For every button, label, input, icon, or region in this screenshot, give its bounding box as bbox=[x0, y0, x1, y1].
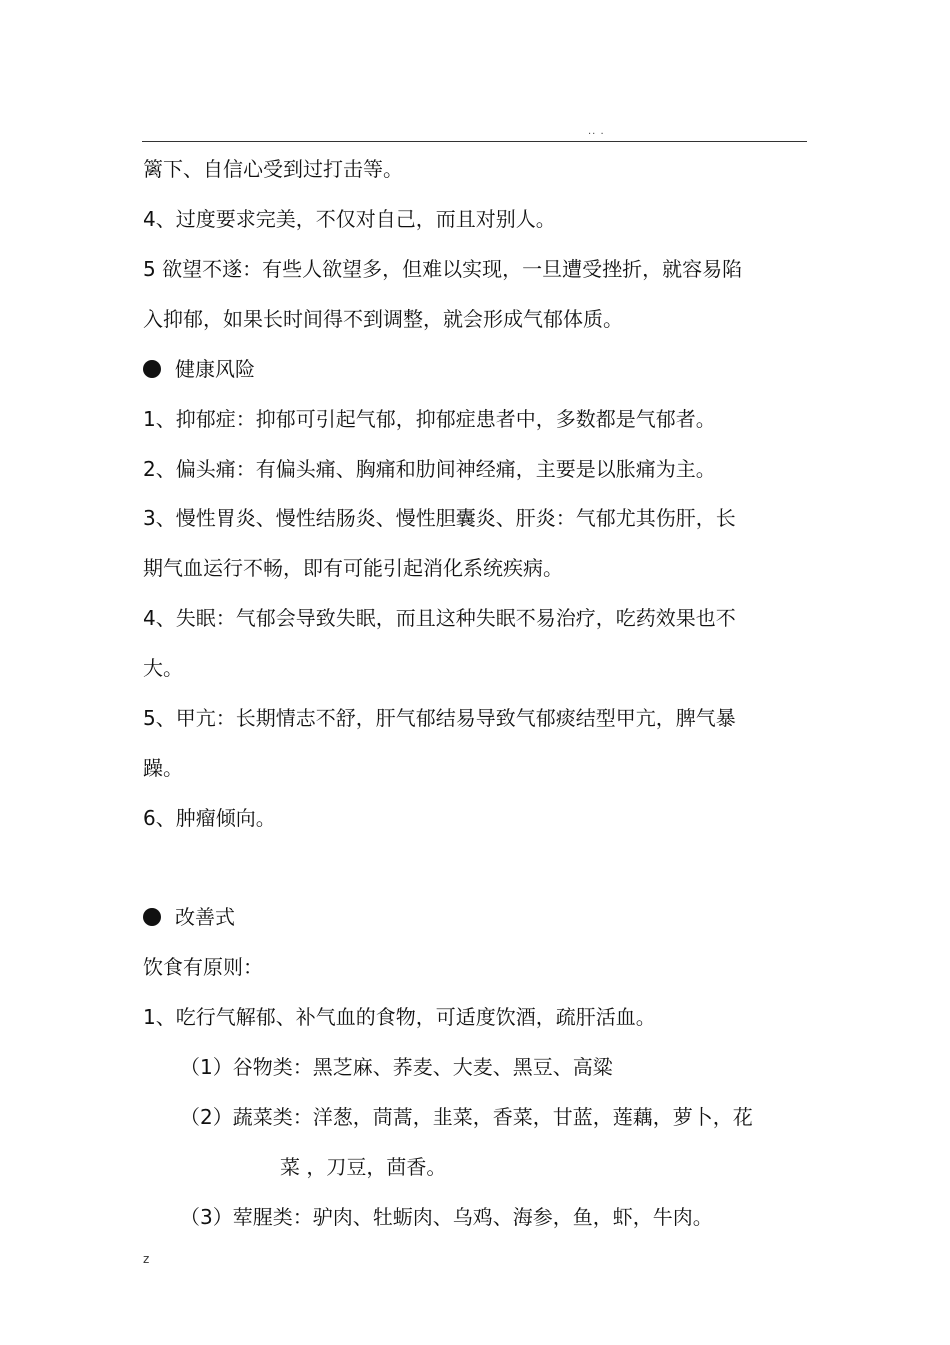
bullet-icon bbox=[143, 908, 161, 926]
text-line: 4、失眠：气郁会导致失眠，而且这种失眠不易治疗，吃药效果也不 bbox=[143, 606, 736, 630]
text-line: 饮食有原则： bbox=[143, 955, 263, 979]
section-heading bbox=[143, 356, 255, 382]
section-heading-label: 健康风险 bbox=[175, 357, 255, 381]
text-line: 篱下、自信心受到过打击等。 bbox=[143, 157, 403, 181]
section-heading bbox=[143, 904, 235, 930]
text-line: 6、肿瘤倾向。 bbox=[143, 806, 276, 830]
page-footer-mark: z bbox=[143, 1252, 150, 1266]
text-line: 5、甲亢：长期情志不舒，肝气郁结易导致气郁痰结型甲亢，脾气暴 bbox=[143, 706, 736, 730]
text-line: 期气血运行不畅，即有可能引起消化系统疾病。 bbox=[143, 556, 563, 580]
text-line: 1、抑郁症：抑郁可引起气郁，抑郁症患者中，多数都是气郁者。 bbox=[143, 407, 716, 431]
text-line: 4、过度要求完美，不仅对自己，而且对别人。 bbox=[143, 207, 556, 231]
text-line: 大。 bbox=[143, 656, 183, 680]
text-line: 入抑郁，如果长时间得不到调整，就会形成气郁体质。 bbox=[143, 307, 623, 331]
text-line: （2）蔬菜类：洋葱，茼蒿，韭菜，香菜，甘蓝，莲藕，萝卜，花 bbox=[180, 1105, 753, 1129]
text-line: 躁。 bbox=[143, 756, 183, 780]
text-line: 5 欲望不遂：有些人欲望多，但难以实现，一旦遭受挫折，就容易陷 bbox=[143, 257, 743, 281]
text-line: （3）荤腥类：驴肉、牡蛎肉、乌鸡、海参，鱼，虾，牛肉。 bbox=[180, 1205, 713, 1229]
text-line: 2、偏头痛：有偏头痛、胸痛和肋间神经痛，主要是以胀痛为主。 bbox=[143, 457, 716, 481]
page-header-mark: .. . bbox=[588, 126, 605, 137]
text-line: 1、吃行气解郁、补气血的食物，可适度饮酒，疏肝活血。 bbox=[143, 1005, 656, 1029]
header-rule bbox=[142, 141, 807, 142]
text-line: 菜 ，刀豆，茴香。 bbox=[280, 1155, 447, 1179]
section-heading-label: 改善式 bbox=[175, 905, 235, 929]
text-line: 3、慢性胃炎、慢性结肠炎、慢性胆囊炎、肝炎：气郁尤其伤肝，长 bbox=[143, 506, 736, 530]
text-line: （1）谷物类：黑芝麻、荞麦、大麦、黑豆、高粱 bbox=[180, 1055, 613, 1079]
bullet-icon bbox=[143, 360, 161, 378]
